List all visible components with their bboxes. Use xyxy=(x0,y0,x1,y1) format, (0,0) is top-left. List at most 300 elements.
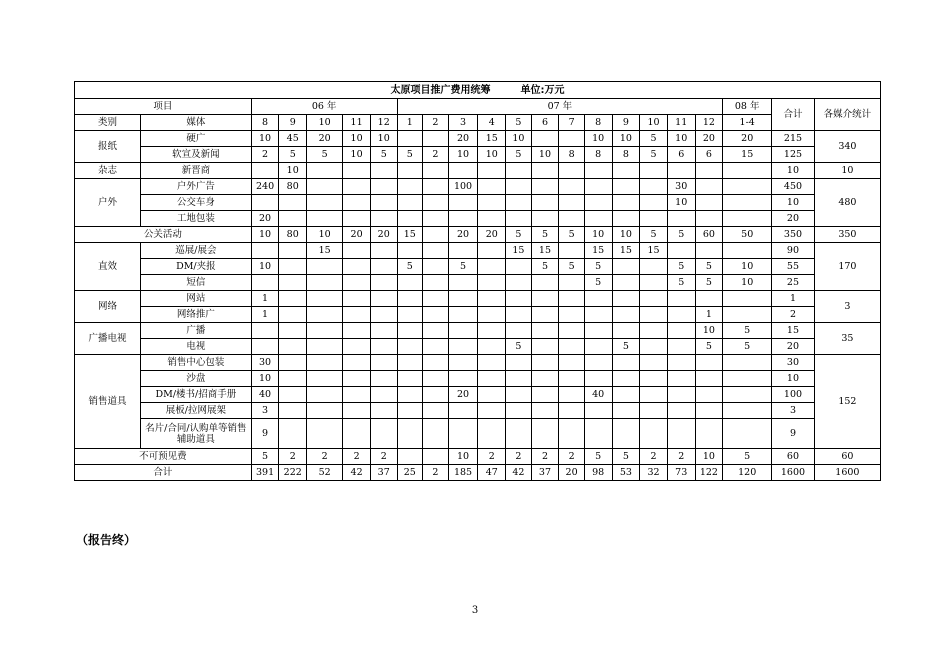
value-cell xyxy=(279,259,307,275)
month-header: 9 xyxy=(279,115,307,131)
value-cell xyxy=(370,243,397,259)
value-cell xyxy=(612,179,640,195)
month-header: 6 xyxy=(531,115,559,131)
value-cell xyxy=(279,355,307,371)
value-cell xyxy=(723,355,772,371)
unit-label: 单位:万元 xyxy=(520,84,565,96)
value-cell xyxy=(531,163,559,179)
value-cell: 122 xyxy=(695,465,723,481)
value-cell: 2 xyxy=(640,449,668,465)
value-cell xyxy=(448,275,478,291)
value-cell xyxy=(640,323,668,339)
value-cell: 52 xyxy=(307,465,343,481)
value-cell xyxy=(695,371,723,387)
value-cell xyxy=(397,179,423,195)
value-cell xyxy=(667,355,695,371)
value-cell: 2 xyxy=(506,449,532,465)
media-cell: DM/夹报 xyxy=(141,259,252,275)
value-cell xyxy=(307,179,343,195)
value-cell xyxy=(423,243,449,259)
value-cell: 20 xyxy=(448,131,478,147)
value-cell xyxy=(695,403,723,419)
media-cell: 沙盘 xyxy=(141,371,252,387)
value-cell xyxy=(640,259,668,275)
value-cell: 5 xyxy=(506,227,532,243)
value-cell xyxy=(506,323,532,339)
value-cell: 60 xyxy=(695,227,723,243)
value-cell xyxy=(559,195,585,211)
value-cell: 10 xyxy=(695,449,723,465)
value-cell: 20 xyxy=(448,387,478,403)
value-cell xyxy=(478,339,506,355)
value-cell xyxy=(478,355,506,371)
value-cell: 6 xyxy=(667,147,695,163)
value-cell xyxy=(559,323,585,339)
value-cell xyxy=(506,211,532,227)
media-stat-cell: 480 xyxy=(814,179,880,227)
value-cell xyxy=(695,195,723,211)
value-cell xyxy=(307,259,343,275)
value-cell xyxy=(695,387,723,403)
value-cell: 40 xyxy=(584,387,612,403)
table-title xyxy=(75,82,881,99)
value-cell: 10 xyxy=(667,195,695,211)
value-cell: 240 xyxy=(251,179,279,195)
value-cell xyxy=(584,211,612,227)
value-cell xyxy=(423,211,449,227)
media-cell: 名片/合同/认购单等销售辅助道具 xyxy=(141,419,252,449)
row-total-cell: 1600 xyxy=(772,465,815,481)
value-cell: 5 xyxy=(559,259,585,275)
value-cell xyxy=(370,259,397,275)
table-row xyxy=(75,227,881,243)
row-label: 不可预见费 xyxy=(75,449,252,465)
value-cell xyxy=(506,163,532,179)
table-row xyxy=(75,163,881,179)
value-cell: 10 xyxy=(370,131,397,147)
media-stat-cell: 1600 xyxy=(814,465,880,481)
value-cell xyxy=(448,371,478,387)
media-cell: 软宣及新闻 xyxy=(141,147,252,163)
value-cell xyxy=(695,211,723,227)
category-cell: 销售道具 xyxy=(75,355,141,449)
value-cell: 2 xyxy=(307,449,343,465)
row-total-cell: 9 xyxy=(772,419,815,449)
value-cell xyxy=(640,179,668,195)
value-cell xyxy=(370,387,397,403)
value-cell xyxy=(667,307,695,323)
table-row xyxy=(75,323,881,339)
value-cell xyxy=(584,339,612,355)
value-cell: 15 xyxy=(723,147,772,163)
value-cell xyxy=(612,211,640,227)
value-cell xyxy=(506,291,532,307)
value-cell xyxy=(423,259,449,275)
media-stat-cell: 60 xyxy=(814,449,880,465)
value-cell: 10 xyxy=(478,147,506,163)
value-cell: 5 xyxy=(531,259,559,275)
value-cell: 42 xyxy=(506,465,532,481)
value-cell xyxy=(448,419,478,449)
value-cell: 5 xyxy=(723,339,772,355)
value-cell: 5 xyxy=(723,449,772,465)
value-cell: 10 xyxy=(584,131,612,147)
row-total-cell: 10 xyxy=(772,163,815,179)
value-cell xyxy=(370,307,397,323)
media-stat-header: 各媒介统计 xyxy=(814,99,880,131)
value-cell: 5 xyxy=(531,227,559,243)
month-header: 10 xyxy=(640,115,668,131)
value-cell xyxy=(370,403,397,419)
value-cell: 20 xyxy=(343,227,371,243)
value-cell xyxy=(559,163,585,179)
value-cell: 15 xyxy=(506,243,532,259)
value-cell xyxy=(423,275,449,291)
row-total-cell: 2 xyxy=(772,307,815,323)
value-cell xyxy=(478,387,506,403)
month-header: 11 xyxy=(343,115,371,131)
value-cell xyxy=(559,275,585,291)
value-cell xyxy=(448,323,478,339)
value-cell: 50 xyxy=(723,227,772,243)
value-cell xyxy=(640,371,668,387)
value-cell xyxy=(478,195,506,211)
value-cell xyxy=(506,403,532,419)
value-cell xyxy=(279,323,307,339)
value-cell: 20 xyxy=(478,227,506,243)
value-cell: 98 xyxy=(584,465,612,481)
table-title-text: 太原项目推广费用统筹 xyxy=(390,84,491,96)
value-cell: 5 xyxy=(667,259,695,275)
value-cell: 25 xyxy=(397,465,423,481)
value-cell: 5 xyxy=(695,259,723,275)
value-cell: 30 xyxy=(251,355,279,371)
value-cell xyxy=(307,291,343,307)
value-cell xyxy=(370,211,397,227)
value-cell xyxy=(612,195,640,211)
value-cell: 10 xyxy=(343,131,371,147)
value-cell: 20 xyxy=(559,465,585,481)
value-cell xyxy=(612,323,640,339)
value-cell: 185 xyxy=(448,465,478,481)
value-cell xyxy=(584,355,612,371)
value-cell xyxy=(279,339,307,355)
value-cell: 80 xyxy=(279,179,307,195)
row-total-cell: 10 xyxy=(772,371,815,387)
value-cell xyxy=(448,355,478,371)
value-cell xyxy=(584,371,612,387)
value-cell: 2 xyxy=(478,449,506,465)
value-cell xyxy=(397,387,423,403)
value-cell xyxy=(667,291,695,307)
value-cell xyxy=(531,387,559,403)
value-cell: 2 xyxy=(423,465,449,481)
value-cell: 8 xyxy=(559,147,585,163)
value-cell xyxy=(423,307,449,323)
value-cell xyxy=(612,419,640,449)
value-cell xyxy=(612,371,640,387)
value-cell: 37 xyxy=(370,465,397,481)
value-cell: 5 xyxy=(559,227,585,243)
value-cell xyxy=(307,307,343,323)
value-cell xyxy=(612,275,640,291)
value-cell xyxy=(640,195,668,211)
value-cell xyxy=(667,387,695,403)
row-total-cell: 20 xyxy=(772,339,815,355)
value-cell: 15 xyxy=(531,243,559,259)
month-header: 8 xyxy=(584,115,612,131)
value-cell xyxy=(584,419,612,449)
table-row xyxy=(75,179,881,195)
page-number: 3 xyxy=(471,605,479,616)
value-cell: 120 xyxy=(723,465,772,481)
value-cell: 5 xyxy=(640,147,668,163)
value-cell xyxy=(584,163,612,179)
value-cell xyxy=(478,275,506,291)
value-cell: 20 xyxy=(695,131,723,147)
table-row xyxy=(75,243,881,259)
value-cell xyxy=(343,419,371,449)
value-cell xyxy=(397,339,423,355)
row-total-cell: 10 xyxy=(772,195,815,211)
value-cell xyxy=(559,403,585,419)
value-cell: 15 xyxy=(397,227,423,243)
value-cell xyxy=(397,449,423,465)
value-cell xyxy=(343,371,371,387)
value-cell xyxy=(423,323,449,339)
value-cell xyxy=(251,339,279,355)
row-total-cell: 20 xyxy=(772,211,815,227)
value-cell xyxy=(307,419,343,449)
category-cell: 直效 xyxy=(75,243,141,291)
row-total-cell: 55 xyxy=(772,259,815,275)
value-cell xyxy=(559,211,585,227)
value-cell: 5 xyxy=(307,147,343,163)
category-cell: 网络 xyxy=(75,291,141,323)
value-cell xyxy=(279,307,307,323)
media-stat-cell: 340 xyxy=(814,131,880,163)
total-header: 合计 xyxy=(772,99,815,131)
value-cell: 1 xyxy=(251,291,279,307)
value-cell xyxy=(370,275,397,291)
value-cell xyxy=(478,259,506,275)
value-cell: 5 xyxy=(370,147,397,163)
value-cell xyxy=(448,307,478,323)
media-stat-cell: 170 xyxy=(814,243,880,291)
value-cell xyxy=(423,449,449,465)
media-header: 媒体 xyxy=(141,115,252,131)
value-cell: 5 xyxy=(612,449,640,465)
value-cell xyxy=(397,195,423,211)
media-cell: DM/楼书/招商手册 xyxy=(141,387,252,403)
value-cell xyxy=(370,163,397,179)
row-total-cell: 15 xyxy=(772,323,815,339)
value-cell xyxy=(723,419,772,449)
value-cell: 15 xyxy=(612,243,640,259)
value-cell xyxy=(531,179,559,195)
value-cell xyxy=(695,163,723,179)
value-cell xyxy=(478,323,506,339)
value-cell: 32 xyxy=(640,465,668,481)
month-header: 7 xyxy=(559,115,585,131)
value-cell xyxy=(397,307,423,323)
value-cell: 5 xyxy=(584,259,612,275)
row-total-cell: 90 xyxy=(772,243,815,259)
value-cell xyxy=(279,211,307,227)
value-cell: 10 xyxy=(448,449,478,465)
value-cell xyxy=(695,179,723,195)
value-cell xyxy=(423,355,449,371)
value-cell xyxy=(343,243,371,259)
month-header: 12 xyxy=(695,115,723,131)
value-cell xyxy=(343,259,371,275)
value-cell xyxy=(397,323,423,339)
value-cell xyxy=(279,371,307,387)
value-cell xyxy=(584,323,612,339)
value-cell xyxy=(343,339,371,355)
value-cell: 2 xyxy=(423,147,449,163)
value-cell xyxy=(640,211,668,227)
value-cell xyxy=(370,195,397,211)
value-cell xyxy=(397,243,423,259)
value-cell: 10 xyxy=(723,259,772,275)
value-cell xyxy=(251,163,279,179)
table-row xyxy=(75,259,881,275)
value-cell xyxy=(397,371,423,387)
year-2008-header: 08 年 xyxy=(723,99,772,115)
value-cell: 5 xyxy=(397,259,423,275)
value-cell: 10 xyxy=(448,147,478,163)
row-total-cell: 25 xyxy=(772,275,815,291)
value-cell xyxy=(423,419,449,449)
value-cell xyxy=(370,371,397,387)
row-total-cell: 100 xyxy=(772,387,815,403)
value-cell: 10 xyxy=(506,131,532,147)
value-cell xyxy=(423,403,449,419)
value-cell: 20 xyxy=(307,131,343,147)
value-cell xyxy=(343,275,371,291)
value-cell xyxy=(612,355,640,371)
value-cell xyxy=(423,371,449,387)
value-cell xyxy=(531,371,559,387)
value-cell xyxy=(584,307,612,323)
value-cell xyxy=(723,163,772,179)
media-cell: 展板/拉网展架 xyxy=(141,403,252,419)
value-cell xyxy=(559,291,585,307)
value-cell xyxy=(531,275,559,291)
value-cell xyxy=(723,291,772,307)
value-cell xyxy=(640,307,668,323)
value-cell: 222 xyxy=(279,465,307,481)
value-cell: 2 xyxy=(370,449,397,465)
value-cell xyxy=(531,307,559,323)
value-cell xyxy=(478,243,506,259)
value-cell xyxy=(343,195,371,211)
value-cell xyxy=(612,387,640,403)
value-cell: 5 xyxy=(506,147,532,163)
value-cell xyxy=(695,291,723,307)
value-cell xyxy=(343,179,371,195)
value-cell xyxy=(343,355,371,371)
value-cell xyxy=(612,291,640,307)
value-cell xyxy=(448,291,478,307)
value-cell xyxy=(343,163,371,179)
month-header: 11 xyxy=(667,115,695,131)
value-cell xyxy=(343,323,371,339)
value-cell xyxy=(506,419,532,449)
category-cell: 广播电视 xyxy=(75,323,141,355)
value-cell: 6 xyxy=(695,147,723,163)
media-cell: 巡展/展会 xyxy=(141,243,252,259)
value-cell xyxy=(506,195,532,211)
value-cell xyxy=(640,275,668,291)
value-cell xyxy=(559,179,585,195)
value-cell xyxy=(723,195,772,211)
table-row xyxy=(75,211,881,227)
row-total-cell: 30 xyxy=(772,355,815,371)
value-cell xyxy=(559,243,585,259)
table-row xyxy=(75,355,881,371)
value-cell xyxy=(667,211,695,227)
category-cell: 报纸 xyxy=(75,131,141,163)
value-cell xyxy=(531,211,559,227)
value-cell xyxy=(723,371,772,387)
month-header: 2 xyxy=(423,115,449,131)
value-cell: 10 xyxy=(695,323,723,339)
year-2006-header: 06 年 xyxy=(251,99,397,115)
value-cell xyxy=(370,179,397,195)
media-cell: 公交车身 xyxy=(141,195,252,211)
value-cell: 10 xyxy=(251,131,279,147)
value-cell xyxy=(423,227,449,243)
value-cell xyxy=(640,355,668,371)
month-header: 9 xyxy=(612,115,640,131)
table-row xyxy=(75,307,881,323)
value-cell xyxy=(640,291,668,307)
value-cell xyxy=(723,179,772,195)
table-row xyxy=(75,131,881,147)
value-cell xyxy=(478,371,506,387)
category-cell: 杂志 xyxy=(75,163,141,179)
value-cell xyxy=(370,339,397,355)
value-cell xyxy=(531,419,559,449)
value-cell: 2 xyxy=(343,449,371,465)
value-cell xyxy=(423,339,449,355)
table-row xyxy=(75,147,881,163)
value-cell: 9 xyxy=(251,419,279,449)
budget-table xyxy=(74,81,881,481)
value-cell xyxy=(423,179,449,195)
value-cell xyxy=(531,195,559,211)
table-row xyxy=(75,403,881,419)
value-cell: 10 xyxy=(251,259,279,275)
value-cell xyxy=(307,195,343,211)
row-total-cell: 60 xyxy=(772,449,815,465)
value-cell xyxy=(370,291,397,307)
value-cell xyxy=(531,131,559,147)
value-cell xyxy=(559,371,585,387)
value-cell xyxy=(695,419,723,449)
value-cell xyxy=(279,195,307,211)
value-cell xyxy=(612,163,640,179)
value-cell xyxy=(531,355,559,371)
value-cell xyxy=(506,387,532,403)
value-cell xyxy=(343,403,371,419)
value-cell xyxy=(667,419,695,449)
table-row xyxy=(75,195,881,211)
value-cell xyxy=(397,131,423,147)
media-stat-cell: 152 xyxy=(814,355,880,449)
